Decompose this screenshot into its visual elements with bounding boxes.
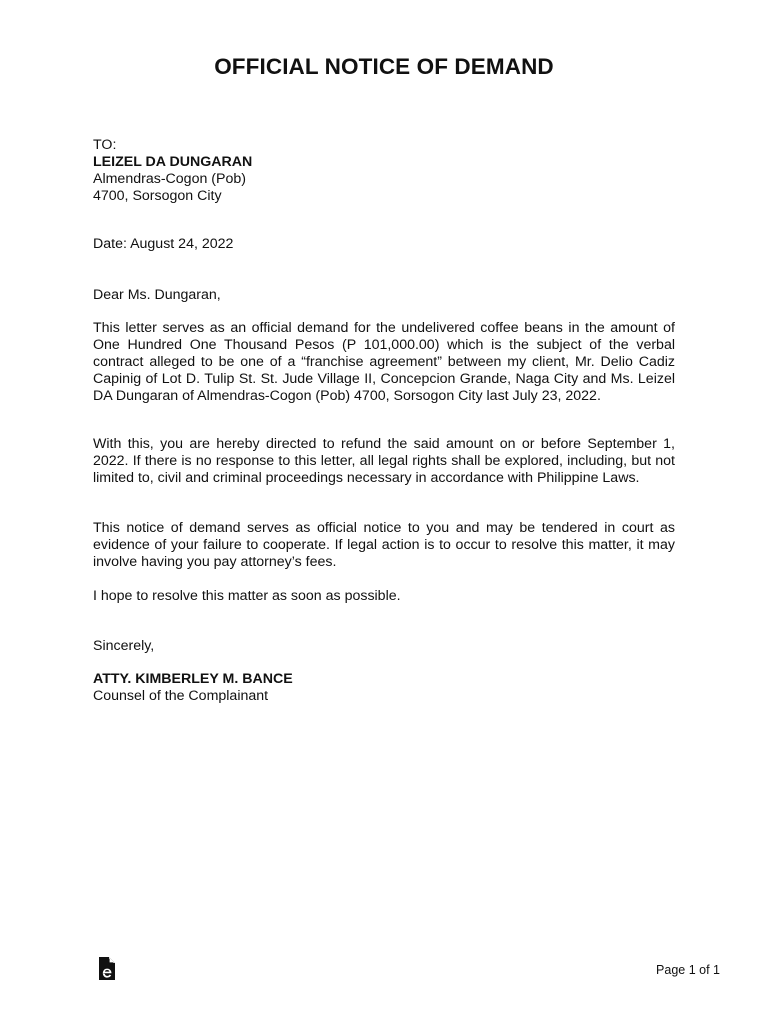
document-e-logo-icon [96,956,118,982]
closing-text: Sincerely, [93,638,155,654]
page-number: Page 1 of 1 [656,963,720,977]
date-text: Date: August 24, 2022 [93,236,234,252]
salutation-text: Dear Ms. Dungaran, [93,287,221,303]
signatory-name: ATTY. KIMBERLEY M. BANCE [93,671,293,687]
body-paragraph-2: With this, you are hereby directed to refund the said amount on or before September 1, 2022. If there is no response to this letter, all legal rights shall be explored, including, but not limited to, civil and criminal proceedings necessary in accordance with Philippine Laws. [93,436,675,486]
salutation-line [93,287,675,304]
recipient-name: LEIZEL DA DUNGARAN [93,154,253,170]
recipient-address-line2: 4700, Sorsogon City [93,188,222,204]
to-label: TO: [93,137,117,153]
signature-block [93,671,675,705]
body-paragraph-1: This letter serves as an official demand for the undelivered coffee beans in the amount of One Hundred One Thousand Pesos (P 101,000.00) which is the subject of the verbal contract alleged to be one of a “franchise agreement” between my client, Mr. Delio Cadiz Capinig of Lot D. Tulip St. St. Jude Village II, Concepcion Grande, Naga City and Ms. Leizel DA Dungaran of Almendras-Cogon (Pob) 4700, Sorsogon City last July 23, 2022. [93,320,675,404]
recipient-address-line1: Almendras-Cogon (Pob) [93,171,246,187]
body-paragraph-4: I hope to resolve this matter as soon as possible. [93,588,401,604]
date-line [93,236,675,253]
document-title: OFFICIAL NOTICE OF DEMAND [214,54,554,79]
recipient-block [93,137,675,205]
body-paragraph-3: This notice of demand serves as official notice to you and may be tendered in court as evidence of your failure to cooperate. If legal action is to occur to resolve this matter, it may involve having you pay attorney’s fees. [93,520,675,570]
closing-line [93,638,675,655]
signatory-role: Counsel of the Complainant [93,688,269,704]
